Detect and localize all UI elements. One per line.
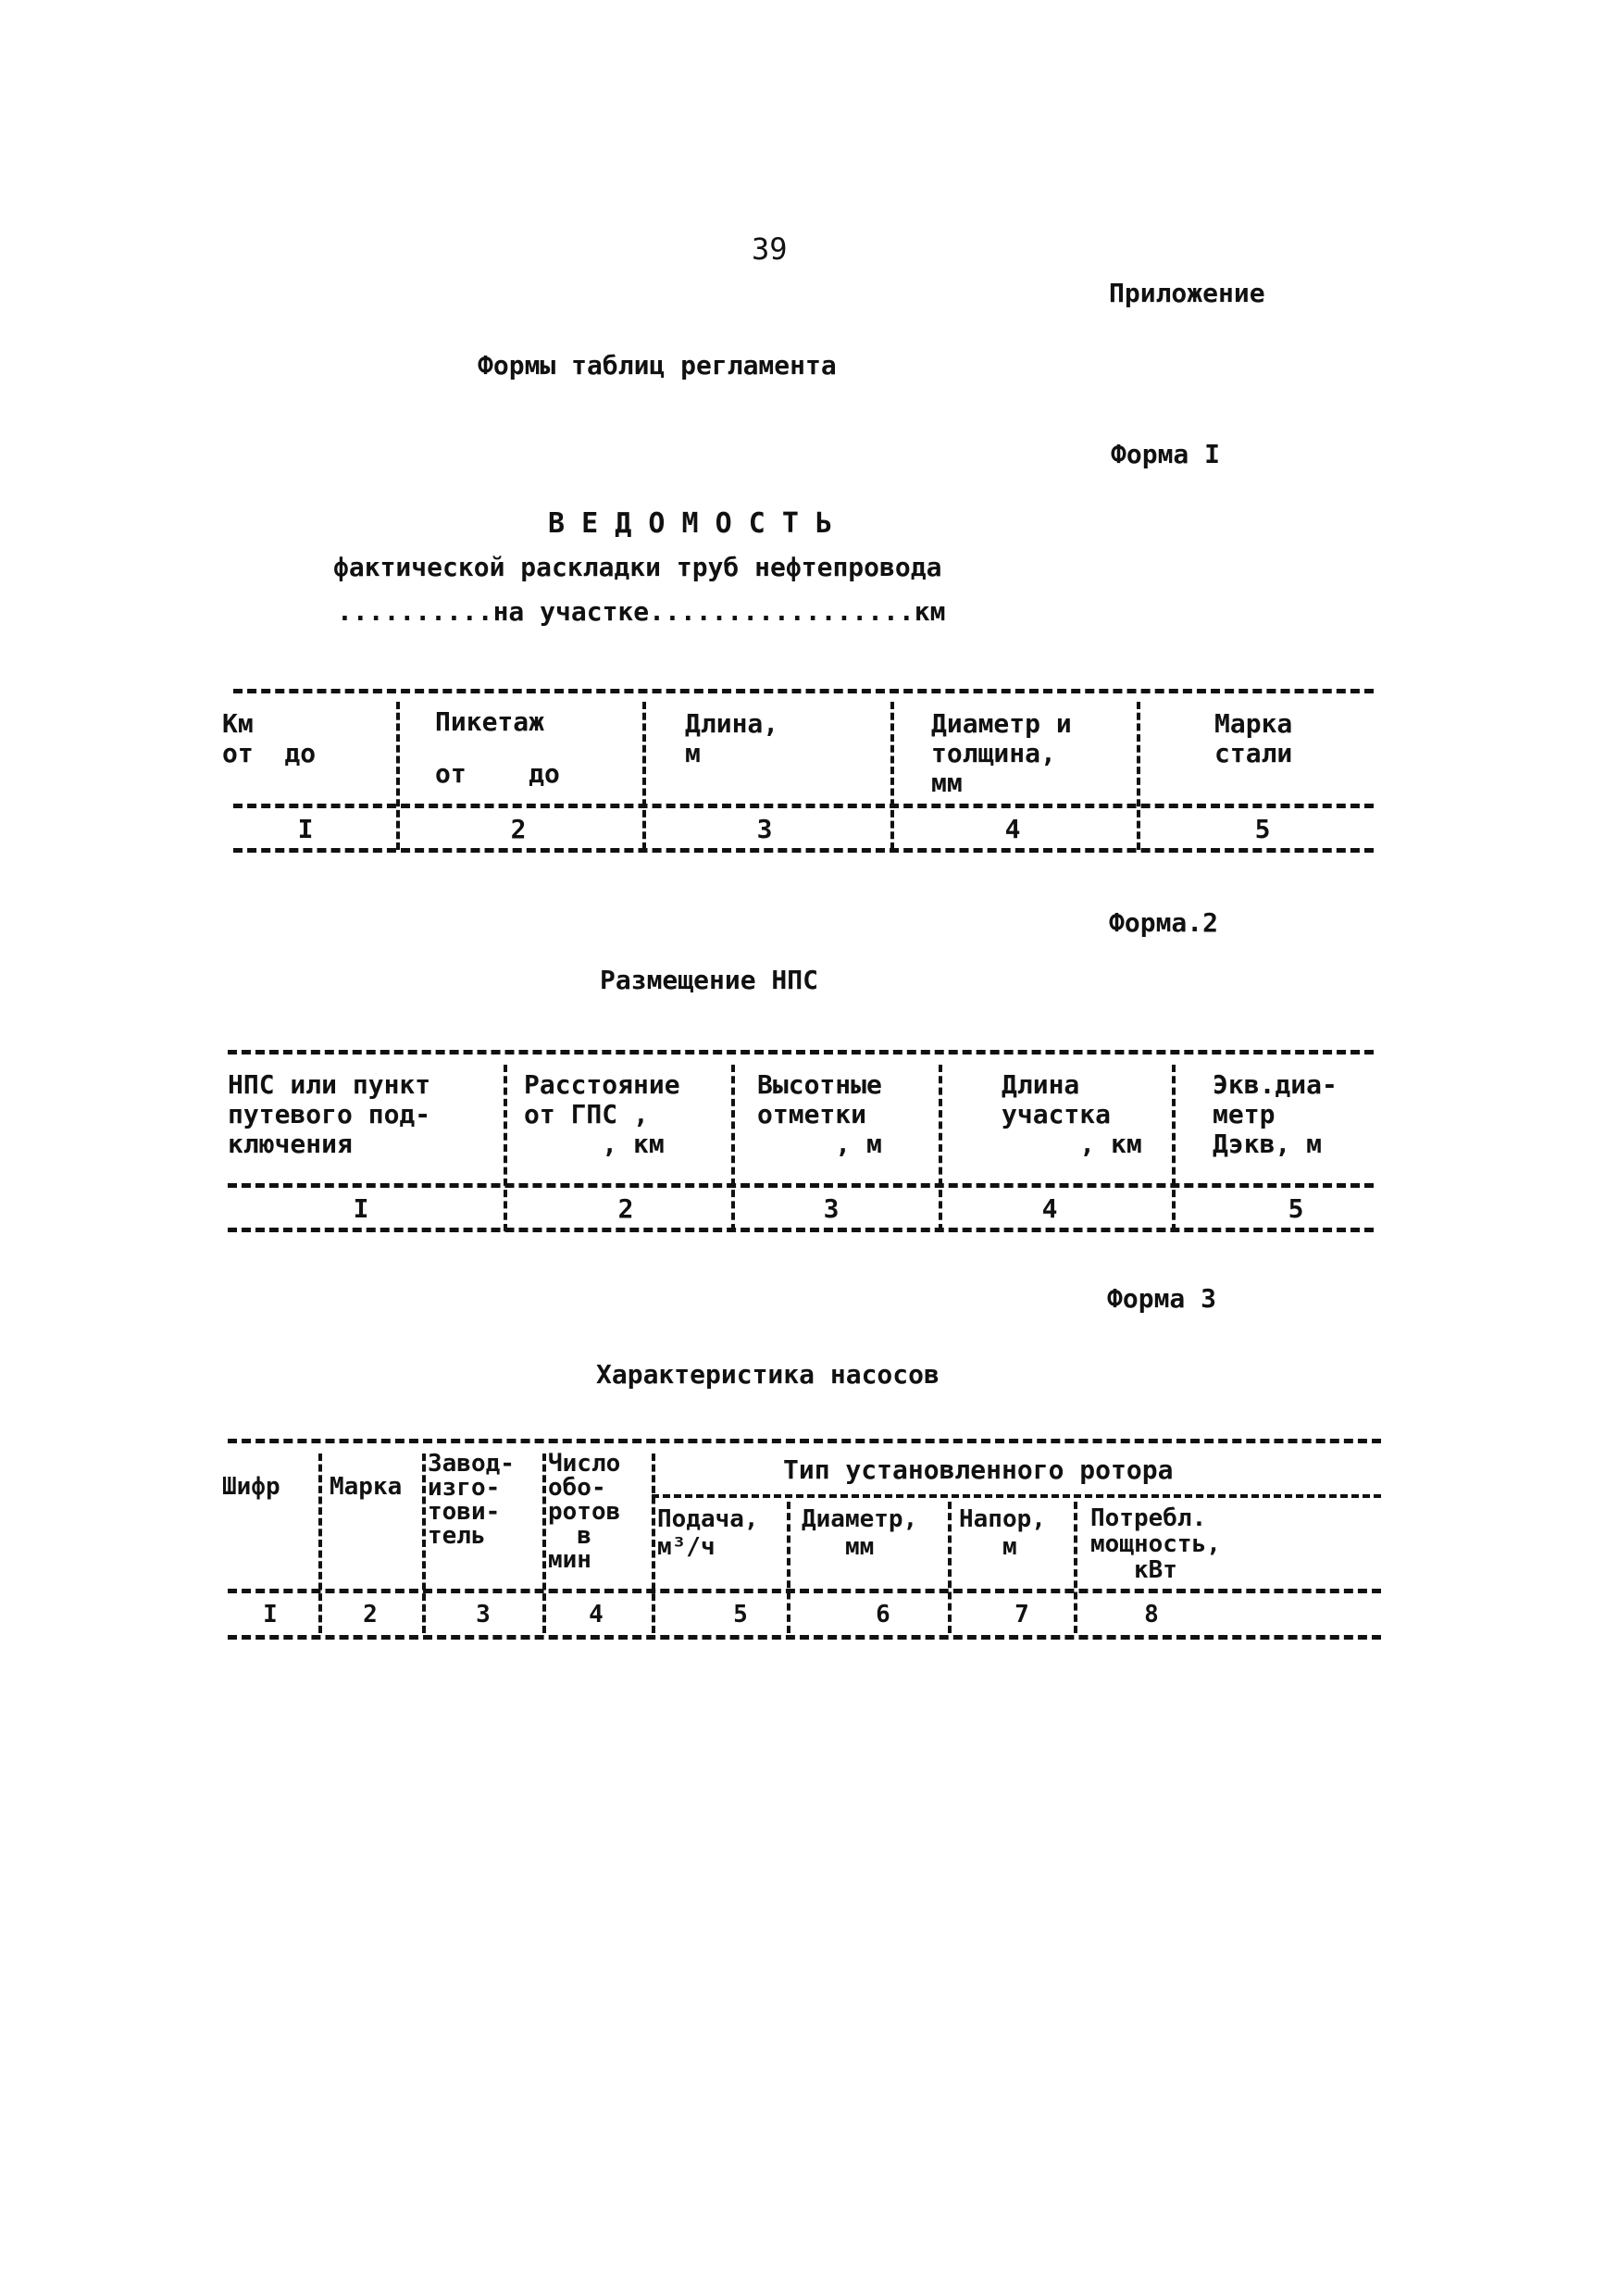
form3-col-number: 7 — [1014, 1601, 1029, 1628]
form3-col-number: 8 — [1144, 1601, 1159, 1628]
form1-col-number: 5 — [1254, 814, 1271, 844]
form2-header-diameter: Экв.диа- метр Дэкв, м — [1213, 1069, 1338, 1159]
form2-col-number: 3 — [823, 1193, 840, 1224]
form3-label: Форма 3 — [1107, 1283, 1217, 1314]
form3-rule-group — [652, 1494, 1381, 1498]
form1-header-diameter: Диаметр и толщина, мм — [931, 708, 1072, 798]
form3-group-header: Тип установленного ротора — [783, 1454, 1174, 1485]
form3-header-code: Шифр — [222, 1473, 280, 1501]
form2-col-number: 4 — [1041, 1193, 1058, 1224]
form3-col-number: 5 — [733, 1601, 748, 1628]
form2-col-number: 2 — [617, 1193, 634, 1224]
form3-header-manufacturer: Завод- изго- тови- тель — [428, 1450, 515, 1550]
form1-subtitle-line1: фактической раскладки труб нефтепровода — [333, 552, 942, 582]
form3-header-rpm: Число обо- ротов в мин — [548, 1450, 621, 1574]
form2-col-number: I — [353, 1193, 369, 1224]
form1-header-km: Км от до — [222, 708, 317, 768]
form1-title: В Е Д О М О С Т Ь — [548, 507, 833, 540]
form2-header-distance: Расстояние от ГПС , , км — [524, 1069, 680, 1159]
form2-rule-top — [228, 1050, 1374, 1054]
appendix-label: Приложение — [1109, 278, 1265, 308]
form3-header-head: Напор, м — [959, 1505, 1046, 1561]
form2-title: Размещение НПС — [600, 965, 819, 995]
form2-header-station: НПС или пункт путевого под- ключения — [228, 1069, 431, 1159]
form1-header-length: Длина, м — [685, 708, 779, 768]
form3-title: Характеристика насосов — [596, 1359, 940, 1390]
form1-rule-mid — [233, 804, 1374, 808]
form1-header-piket: Пикетаж от до — [435, 706, 560, 789]
form3-header-diameter: Диаметр, мм — [802, 1505, 918, 1561]
page-number: 39 — [752, 231, 788, 267]
form2-header-elevation: Высотные отметки , м — [757, 1069, 882, 1159]
form1-rule-bottom — [233, 848, 1374, 853]
form1-rule-top — [233, 689, 1374, 693]
form3-header-brand: Марка — [330, 1473, 403, 1501]
form2-rule-mid — [228, 1183, 1374, 1188]
form3-rule-bottom — [228, 1635, 1381, 1640]
form3-col-number: 6 — [876, 1601, 890, 1628]
form1-col-number: 2 — [510, 814, 527, 844]
form3-rule-top — [228, 1439, 1381, 1443]
form2-col-number: 5 — [1288, 1193, 1304, 1224]
form1-col-number: 3 — [756, 814, 773, 844]
form3-col-number: 3 — [476, 1601, 491, 1628]
form2-header-length: Длина участка , км — [1002, 1069, 1142, 1159]
form2-label: Форма.2 — [1109, 907, 1219, 938]
form3-header-flow: Подача, м³/ч — [657, 1505, 759, 1561]
form1-label: Форма I — [1111, 439, 1221, 469]
form3-col-number: 4 — [589, 1601, 604, 1628]
form3-header-power: Потребл. мощность, кВт — [1090, 1504, 1221, 1584]
form1-subtitle-line2: ..........на участке.................км — [337, 596, 946, 627]
document-subtitle: Формы таблиц регламента — [478, 350, 837, 381]
form3-col-number: 2 — [363, 1601, 378, 1628]
form1-col-number: I — [297, 814, 314, 844]
form1-col-number: 4 — [1004, 814, 1021, 844]
form3-rule-mid — [228, 1589, 1381, 1593]
form2-rule-bottom — [228, 1228, 1374, 1232]
form1-header-steel: Марка стали — [1214, 708, 1293, 768]
form3-col-number: I — [263, 1601, 278, 1628]
